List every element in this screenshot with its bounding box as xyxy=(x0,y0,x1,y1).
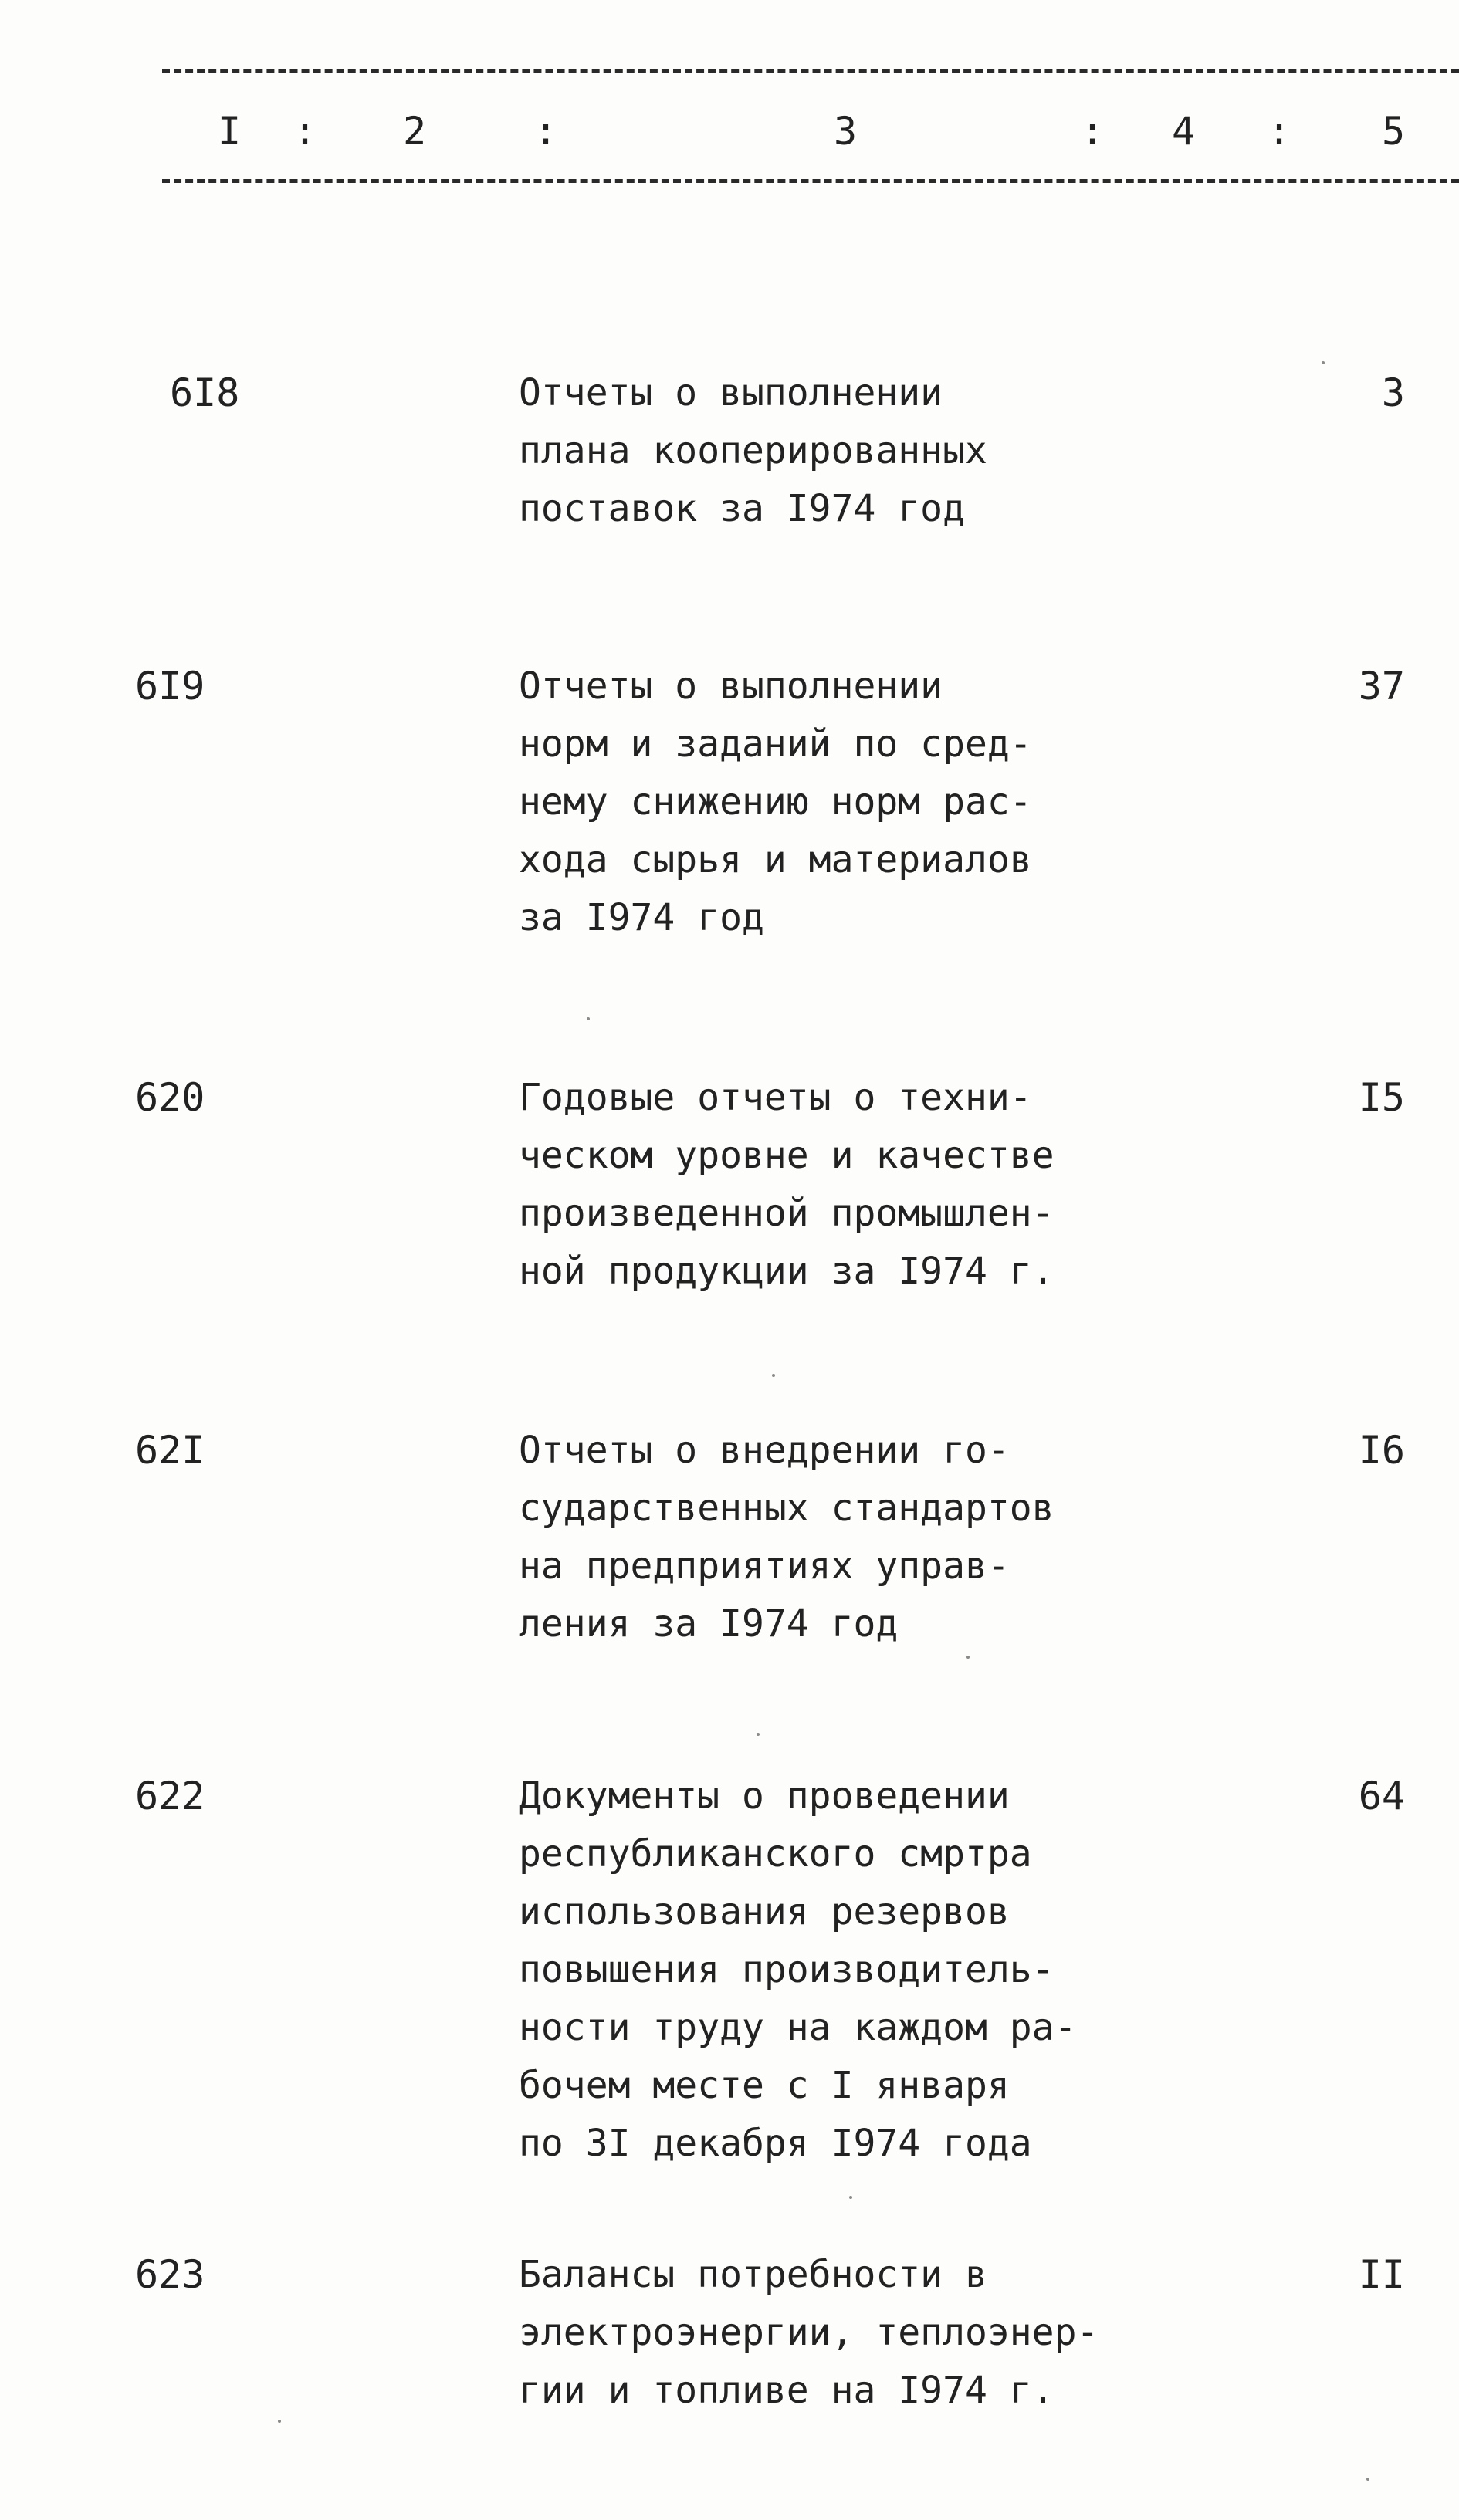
scan-speck xyxy=(587,1017,590,1020)
scan-speck xyxy=(849,2196,852,2199)
row-title: Балансы потребности в электроэнергии, теплоэнер- гии и топливе на I974 г. xyxy=(519,2253,1099,2412)
row-number: 620 xyxy=(135,1075,205,1120)
column-separator: : xyxy=(1081,109,1105,154)
row-count: 64 xyxy=(1358,1774,1405,1818)
row-number: 6I8 xyxy=(170,370,240,415)
row-title: Годовые отчеты о техни- ческом уровне и качестве произведенной промышлен- ной продукции за I974 г. xyxy=(519,1076,1054,1293)
row-count: I6 xyxy=(1358,1428,1405,1473)
scan-speck xyxy=(278,2420,281,2423)
row-count: II xyxy=(1358,2252,1405,2297)
column-header-4: 4 xyxy=(1172,109,1196,154)
row-number: 623 xyxy=(135,2252,205,2297)
row-count: I5 xyxy=(1358,1075,1405,1120)
column-separator: : xyxy=(1268,109,1291,154)
column-header-1: I xyxy=(218,109,242,154)
row-count: 3 xyxy=(1381,370,1405,415)
column-separator: : xyxy=(534,109,558,154)
row-title: Отчеты о внедрении го- сударственных стандартов на предприятиях управ- ления за I974 год xyxy=(519,1429,1054,1646)
scan-speck xyxy=(772,1374,775,1377)
row-number: 622 xyxy=(135,1774,205,1818)
row-number: 62I xyxy=(135,1428,205,1473)
scan-speck xyxy=(966,1656,970,1659)
column-separator: : xyxy=(293,109,317,154)
scan-speck xyxy=(1366,2478,1369,2481)
header-top-rule xyxy=(162,69,1459,73)
row-count: 37 xyxy=(1358,664,1405,709)
row-title: Документы о проведении республиканского смртра использования резервов повышения производитель- ности труду на каждом ра- бочем месте с I января по 3I декабря I974 года xyxy=(519,1774,1077,2165)
scan-speck xyxy=(1322,361,1325,364)
scan-speck xyxy=(757,1733,760,1736)
row-title: Отчеты о выполнении норм и заданий по сред- нему снижению норм рас- хода сырья и материалов за I974 год xyxy=(519,665,1032,939)
header-bottom-rule xyxy=(162,179,1459,183)
column-header-5: 5 xyxy=(1382,109,1406,154)
row-title: Отчеты о выполнении плана кооперированных поставок за I974 год xyxy=(519,371,987,530)
column-header-3: 3 xyxy=(834,109,858,154)
row-number: 6I9 xyxy=(135,664,205,709)
column-header-2: 2 xyxy=(403,109,427,154)
